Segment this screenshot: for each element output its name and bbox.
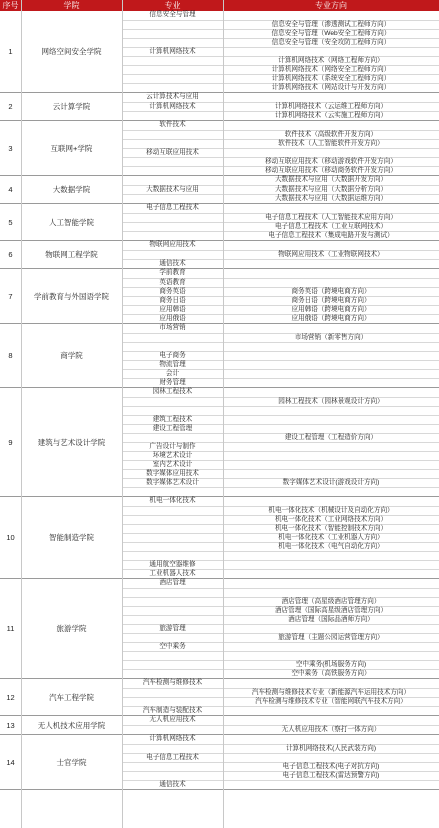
table-row [122, 679, 439, 688]
table-row [122, 669, 439, 678]
table-row [122, 204, 439, 213]
table-row [122, 111, 439, 120]
direction-cell: 移动互联应用技术（移动商务软件开发方向） [265, 167, 397, 174]
direction-cell: 物联网应用技术（工业物联网技术） [278, 251, 384, 258]
table-row [122, 433, 439, 442]
major-cell: 会计 [165, 370, 180, 377]
direction-cell: 软件技术（人工智能软件开发方向） [278, 140, 384, 147]
major-cell: 无人机应用技术 [149, 716, 196, 723]
college-cell: 学前教育与外国语学院 [34, 291, 109, 301]
table-row [122, 506, 439, 515]
table-row [122, 569, 439, 578]
major-cell: 应用俄语 [159, 315, 186, 322]
direction-cell: 商务英语（跨境电商方向） [291, 288, 371, 295]
table-row [122, 606, 439, 615]
table-row [122, 753, 439, 762]
table-row [122, 588, 439, 597]
seq-cell: 8 [8, 351, 13, 360]
table-row [122, 460, 439, 469]
college-group [0, 716, 439, 735]
direction-cell: 计算机网络技术（网络工程师方向） [278, 57, 384, 64]
table-row [122, 213, 439, 222]
table-row [122, 469, 439, 478]
seq-cell: 4 [8, 185, 13, 194]
direction-cell: 信息安全与管理（渗透测试工程师方向） [271, 21, 391, 28]
college-cell: 大数据学院 [52, 185, 91, 194]
table-row [122, 497, 439, 506]
direction-cell: 酒店管理（国际品酒师方向） [288, 616, 374, 623]
table-row [122, 442, 439, 451]
table-row [122, 139, 439, 148]
direction-cell: 应用韩语（跨境电商方向） [291, 306, 371, 313]
table-row [122, 579, 439, 588]
direction-cell: 信息安全与管理（Web安全工程师方向） [271, 30, 391, 37]
seq-cell: 3 [8, 143, 13, 153]
table-row [122, 278, 439, 287]
direction-cell: 大数据技术与应用（大数据运维方向） [274, 195, 388, 202]
header-direction: 专业方向 [315, 1, 347, 10]
college-cell: 旅游学院 [56, 624, 87, 633]
table-row [122, 130, 439, 139]
table-row [122, 735, 439, 744]
major-cell: 移动互联应用技术 [146, 149, 199, 156]
college-group [0, 121, 439, 176]
table-row [122, 222, 439, 231]
column-divider [122, 0, 123, 828]
table-row [122, 259, 439, 268]
table-row [122, 651, 439, 660]
major-cell: 广告设计与制作 [149, 443, 196, 450]
table-row [122, 305, 439, 314]
major-cell: 计算机网络技术 [149, 48, 196, 55]
direction-cell: 计算机网络技术（网络安全工程师方向） [271, 66, 391, 73]
seq-cell: 14 [6, 757, 15, 767]
table-row [122, 194, 439, 203]
seq-cell: 13 [6, 720, 15, 730]
seq-cell: 11 [6, 624, 15, 633]
direction-cell: 计算机网络技术（云运维工程师方向） [274, 103, 388, 110]
table-row [122, 624, 439, 633]
direction-cell: 大数据技术与应用（大数据开发方向） [274, 176, 388, 183]
major-cell: 计算机网络技术 [149, 103, 196, 110]
college-cell: 网络空间安全学院 [41, 47, 102, 56]
direction-cell: 计算机网络技术（云实施工程师方向） [274, 112, 388, 119]
direction-cell: 酒店管理（高星级酒店管理方向） [281, 598, 381, 605]
header-seq: 序号 [2, 1, 19, 10]
major-cell: 园林工程技术 [152, 388, 193, 395]
direction-cell: 应用俄语（跨境电商方向） [291, 315, 371, 322]
table-row [122, 415, 439, 424]
college-group [0, 204, 439, 241]
direction-cell: 建设工程管理（工程造价方向） [284, 434, 378, 441]
major-cell: 工业机器人技术 [149, 570, 196, 577]
table-row [122, 269, 439, 278]
direction-cell: 机电一体化技术（智能控制技术方向） [274, 525, 388, 532]
major-cell: 通信技术 [159, 260, 186, 267]
column-divider [21, 0, 22, 828]
major-cell: 电子信息工程技术 [146, 754, 199, 761]
table-row [122, 688, 439, 697]
table-row [122, 157, 439, 166]
table-row [122, 333, 439, 342]
table-row [122, 633, 439, 642]
table-row [122, 74, 439, 83]
major-cell: 商务日语 [159, 297, 186, 304]
table-row [122, 388, 439, 397]
table-row [122, 660, 439, 669]
college-cell: 建筑与艺术设计学院 [37, 437, 106, 447]
major-cell: 通信技术 [159, 781, 186, 788]
college-group [0, 176, 439, 204]
college-cell: 商学院 [60, 351, 83, 360]
table-row [122, 771, 439, 780]
table-row [122, 716, 439, 725]
table-row [122, 83, 439, 92]
major-cell: 机电一体化技术 [149, 497, 196, 504]
college-group [0, 269, 439, 324]
seq-cell: 7 [8, 291, 13, 301]
direction-cell: 电子信息工程技术（工业互联网技术） [274, 223, 388, 230]
direction-cell: 大数据技术与应用（大数据分析方向） [274, 186, 388, 193]
table-row [122, 560, 439, 569]
table-row [122, 451, 439, 460]
major-cell: 电子信息工程技术 [146, 204, 199, 211]
major-cell: 室内艺术设计 [152, 461, 193, 468]
direction-cell: 电子信息工程技术（集成电路开发与测试） [268, 232, 394, 239]
table-row [122, 121, 439, 130]
table-row [122, 56, 439, 65]
table-row [122, 515, 439, 524]
table-row [122, 406, 439, 415]
college-cell: 智能制造学院 [49, 533, 94, 542]
major-cell: 英语教育 [159, 279, 186, 286]
direction-cell: 空中乘务（高铁服务方向） [291, 670, 371, 677]
header-college: 学院 [63, 1, 80, 10]
table-row [122, 551, 439, 560]
table-row [122, 369, 439, 378]
table-row [122, 744, 439, 753]
table-row [122, 287, 439, 296]
college-group [0, 241, 439, 269]
table-row [122, 47, 439, 56]
table-row [122, 378, 439, 387]
table-header [0, 0, 439, 11]
college-cell: 物联网工程学院 [45, 250, 98, 259]
table-row [122, 706, 439, 715]
table-row [122, 397, 439, 406]
table-row [122, 351, 439, 360]
major-cell: 汽车制造与装配技术 [142, 707, 203, 714]
college-cell: 云计算学院 [52, 102, 91, 111]
direction-cell: 计算机网络技术（系统安全工程师方向） [271, 75, 391, 82]
direction-cell: 汽车检测与维修技术专业（智能网联汽车技术方向） [255, 698, 407, 705]
table-row [122, 296, 439, 305]
college-group [0, 679, 439, 716]
college-group [0, 324, 439, 388]
direction-cell: 数字媒体艺术设计(游戏设计方向) [282, 479, 380, 486]
table-row [122, 29, 439, 38]
table-row [122, 478, 439, 487]
major-cell: 电子商务 [159, 352, 186, 359]
seq-cell: 5 [8, 217, 13, 227]
major-cell: 建筑工程技术 [152, 416, 193, 423]
table-row [122, 102, 439, 111]
major-cell: 数字媒体应用技术 [146, 470, 199, 477]
table-row [122, 241, 439, 250]
major-cell: 物联网应用技术 [149, 241, 196, 248]
college-cell: 士官学院 [56, 757, 87, 767]
college-group [0, 93, 439, 121]
college-group [0, 497, 439, 579]
direction-cell: 汽车检测与维修技术专业（新能源汽车运用技术方向） [251, 689, 411, 696]
direction-cell: 空中乘务(机场服务方向) [295, 661, 367, 668]
direction-cell: 机电一体化技术（工业机器人方向） [278, 534, 384, 541]
table-row [122, 642, 439, 651]
table-row [122, 424, 439, 433]
table-row [122, 166, 439, 175]
major-cell: 数字媒体艺术设计 [146, 479, 199, 486]
college-group [0, 388, 439, 497]
direction-cell: 电子信息工程技术(电子对抗方向) [282, 763, 380, 770]
table-row [122, 176, 439, 185]
table-row [122, 250, 439, 259]
table-row [122, 93, 439, 102]
table-row [122, 342, 439, 351]
direction-cell: 酒店管理（国际高星级酒店管理方向） [274, 607, 388, 614]
direction-cell: 电子信息工程技术(雷达预警方向) [282, 772, 380, 779]
major-cell: 计算机网络技术 [149, 735, 196, 742]
direction-cell: 计算机网络技术(人民武装方向) [285, 745, 377, 752]
direction-cell: 电子信息工程技术（人工智能技术应用方向） [265, 214, 397, 221]
major-cell: 应用韩语 [159, 306, 186, 313]
college-cell: 无人机技术应用学院 [37, 720, 106, 730]
major-cell: 物流管理 [159, 361, 186, 368]
direction-cell: 机电一体化技术（工业网络技术方向） [274, 516, 388, 523]
table-row [122, 597, 439, 606]
major-cell: 大数据技术与应用 [146, 186, 199, 193]
table-row [122, 615, 439, 624]
direction-cell: 商务日语（跨境电商方向） [291, 297, 371, 304]
direction-cell: 移动互联应用技术（移动游戏软件开发方向） [265, 158, 397, 165]
table-row [122, 360, 439, 369]
direction-cell: 无人机应用技术（察打一体方向） [281, 726, 381, 733]
table-row [122, 11, 439, 20]
seq-cell: 10 [6, 533, 15, 542]
major-cell: 建设工程管理 [152, 425, 193, 432]
seq-cell: 6 [8, 250, 13, 259]
major-cell: 财务管理 [159, 379, 186, 386]
direction-cell: 机电一体化技术（电气自动化方向） [278, 543, 384, 550]
seq-cell: 2 [8, 102, 13, 111]
table-row [122, 697, 439, 706]
major-cell: 软件技术 [159, 121, 186, 128]
major-cell: 空中乘务 [159, 643, 186, 650]
table-row [122, 762, 439, 771]
college-group [0, 11, 439, 93]
major-cell: 旅游管理 [159, 625, 186, 632]
table-row [122, 533, 439, 542]
major-cell: 信息安全与管理 [149, 11, 196, 18]
major-cell: 学前教育 [159, 269, 186, 276]
table-row [122, 20, 439, 29]
table-row [122, 148, 439, 157]
table-row [122, 231, 439, 240]
table-row [122, 185, 439, 194]
seq-cell: 12 [6, 692, 15, 702]
major-cell: 商务英语 [159, 288, 186, 295]
major-cell: 酒店管理 [159, 579, 186, 586]
direction-cell: 计算机网络技术（网站设计与开发方向） [271, 84, 391, 91]
table-row [122, 780, 439, 789]
college-group [0, 735, 439, 790]
direction-cell: 机电一体化技术（机械设计及自动化方向） [268, 507, 394, 514]
seq-cell: 9 [8, 437, 13, 447]
college-cell: 汽车工程学院 [49, 692, 94, 702]
table-row [122, 524, 439, 533]
column-divider [223, 0, 224, 828]
major-cell: 汽车检测与维修技术 [142, 679, 203, 686]
major-cell: 通用航空器维修 [149, 561, 196, 568]
major-cell: 市场营销 [159, 324, 186, 331]
major-cell: 环境艺术设计 [152, 452, 193, 459]
seq-cell: 1 [8, 47, 13, 56]
college-cell: 互联网+学院 [50, 143, 93, 153]
table-row [122, 65, 439, 74]
direction-cell: 软件技术（高级软件开发方向） [284, 131, 378, 138]
direction-cell: 旅游管理（主题公园运营管理方向） [278, 634, 384, 641]
table-row [122, 314, 439, 323]
table-row [122, 725, 439, 734]
table-row [122, 487, 439, 496]
college-cell: 人工智能学院 [49, 217, 94, 227]
header-major: 专业 [164, 1, 181, 10]
direction-cell: 信息安全与管理（安全攻防工程师方向） [271, 39, 391, 46]
major-cell: 云计算技术与应用 [146, 93, 199, 100]
table-row [122, 542, 439, 551]
direction-cell: 园林工程技术（园林景观设计方向） [278, 398, 384, 405]
table-row [122, 324, 439, 333]
college-group [0, 579, 439, 679]
direction-cell: 市场营销（新零售方向） [294, 334, 368, 341]
table-row [122, 38, 439, 47]
